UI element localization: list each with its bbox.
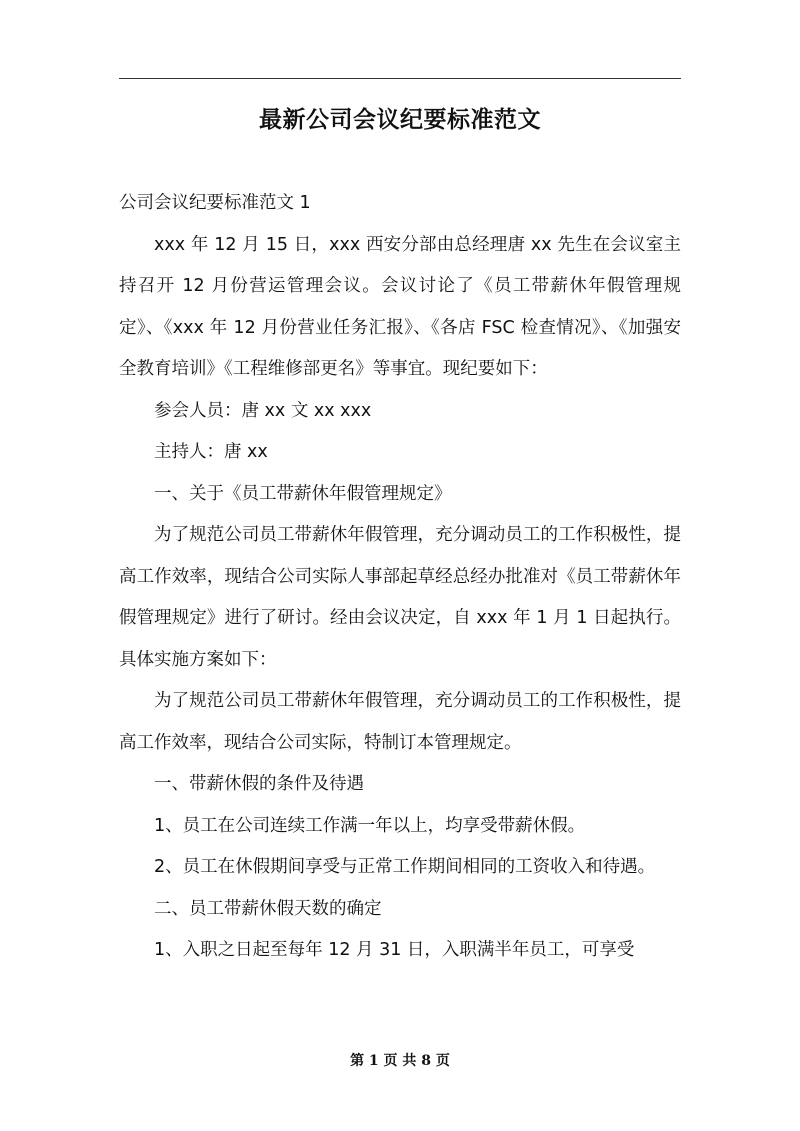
page-footer: 第 1 页 共 8 页 xyxy=(350,1053,450,1069)
host-line: 主持人：唐 xx xyxy=(154,442,268,462)
list-item: 1、员工在公司连续工作满一年以上，均享受带薪休假。 xyxy=(154,815,586,836)
section-title: 公司会议纪要标准范文 1 xyxy=(119,193,311,213)
paragraph: 为了规范公司员工带薪休年假管理，充分调动员工的工作积极性，提高工作效率，现结合公司实际人事部起草经总经办批准对《员工带薪休年假管理规定》进行了研讨。经由会议决定，自 xxx 年 1 月 1 日起执行。具体实施方案如下： xyxy=(119,525,681,670)
subheading: 一、带薪休假的条件及待遇 xyxy=(154,774,364,794)
document-body xyxy=(119,183,681,972)
list-item: 2、员工在休假期间享受与正常工作期间相同的工资收入和待遇。 xyxy=(154,857,656,877)
paragraph: 为了规范公司员工带薪休年假管理，充分调动员工的工作积极性，提高工作效率，现结合公司实际，特制订本管理规定。 xyxy=(119,691,681,753)
header-rule xyxy=(119,78,681,79)
document-title: 最新公司会议纪要标准范文 xyxy=(259,107,541,133)
paragraph: xxx 年 12 月 15 日，xxx 西安分部由总经理唐 xx 先生在会议室主持召开 12 月份营运管理会议。会议讨论了《员工带薪休年假管理规定》、《xxx 年 12 月份营业任务汇报》、《各店 FSC 检查情况》、《加强安全教育培训》《工程维修部更名》等事宜。现纪要如下： xyxy=(119,234,681,379)
agenda-heading: 一、关于《员工带薪休年假管理规定》 xyxy=(154,483,452,504)
subheading: 二、员工带薪休假天数的确定 xyxy=(154,898,382,919)
attendees-line: 参会人员：唐 xx 文 xx xxx xyxy=(154,400,372,421)
list-item: 1、入职之日起至每年 12 月 31 日，入职满半年员工，可享受 xyxy=(154,940,635,960)
